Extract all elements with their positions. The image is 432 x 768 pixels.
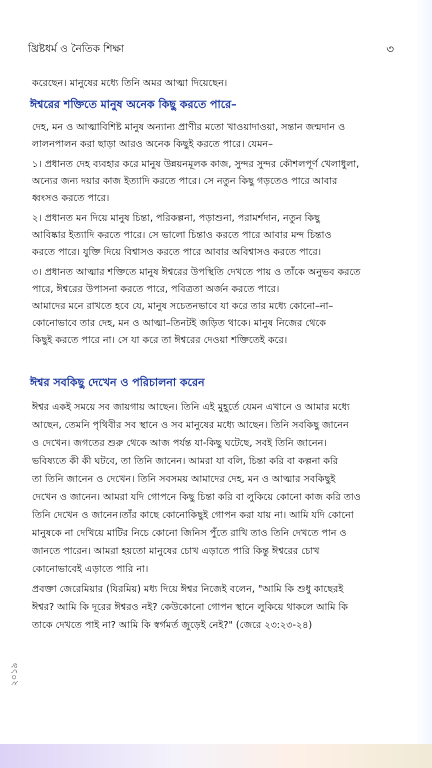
body-line: আমাদের মনে রাখতে হবে যে, মানুষ সচেতনভাবে যা করে তার মধ্যে কোনো–না– [32,301,334,312]
body-line: দেখেন ও জানেন। আমরা যদি গোপনে কিছু চিন্তা করি বা লুকিয়ে কোনো কাজ করি তাও [32,492,361,503]
body-line: তা তিনি জানেন ও দেখেন। তিনি সবসময় আমাদের দেহ, মন ও আত্মার সবকিছুই [32,474,336,485]
list-item: ২। প্রধানত মন দিয়ে মানুষ চিন্তা, পরিকল্পনা, পড়াশুনা, পরামর্শদান, নতুন কিছু [32,213,320,224]
body-line: কিছুই করতে পারে না। সে যা করে তা ঈশ্বরের দেওয়া শক্তিতেই করে। [32,335,288,346]
body-line: দেহ, মন ও আত্মাবিশিষ্ট মানুষ অন্যান্য প্রাণীর মতো খাওয়াদাওয়া, সন্তান জন্মদান ও [32,122,346,133]
list-item: করতে পারে। যুক্তি দিয়ে বিশ্বাসও করতে পারে আবার অবিশ্বাসও করতে পারে। [32,247,322,258]
section-heading: ঈশ্বর সবকিছু দেখেন ও পরিচালনা করেন [30,376,205,389]
margin-year: ২০১৯ [10,662,20,686]
body-line: ঈশ্বর? আমি কি দূরের ঈশ্বরও নই? কেউকোনো গোপন স্থানে লুকিয়ে থাকলে আমি কি [32,602,349,613]
body-line: জানতে পারেন। আমরা হয়তো মানুষের চোখ এড়াতে পারি কিন্তু ঈশ্বরের চোখ [32,546,320,557]
list-item: পারে, ঈশ্বরের উপাসনা করতে পারে, পবিত্রতা অর্জন করতে পারে। [32,284,280,295]
body-line: ঈশ্বর একই সময়ে সব জায়গায় আছেন। তিনি এই মুহূর্তে যেমন এখানে ও আমার মধ্যে [32,402,350,413]
list-item: ৩। প্রধানত আত্মার শক্তিতে মানুষ ঈশ্বরের উপস্থিতি দেখতে পায় ও তাঁকে অনুভব করতে [32,267,361,278]
section-heading: ঈশ্বরের শক্তিতে মানুষ অনেক কিছু করতে পারে– [30,98,237,111]
body-line: প্রবক্তা জেরেমিয়ার (যিরমিয়) মধ্য দিয়ে ঈশ্বর নিজেই বলেন, "আমি কি শুধু কাছেরই [32,584,344,595]
body-line: মানুষকে না দেখিয়ে মাটির নিচে কোনো জিনিস পুঁতে রাখি তাও তিনি দেখতে পান ও [32,528,347,539]
body-line: কোনোভাবেই এড়াতে পারি না। [32,564,149,575]
body-line: লালনপালন করা ছাড়া আরও অনেক কিছুই করতে পারে। যেমন– [32,139,273,150]
body-line: তিনি দেখেন ও জানেন।তাঁর কাছে কোনোকিছুই গোপন করা যায় না। আমি যদি কোনো [32,510,354,521]
body-line: তাকে দেখতে পাই না? আমি কি স্বর্গমর্ত জুড়েই নেই?" (জেরে ২৩:২৩-২৪) [32,620,313,631]
list-item: আবিষ্কার ইত্যাদি করতে পারে। সে ভালো চিন্তাও করতে পারে আবার মন্দ চিন্তাও [32,230,332,241]
body-line: ও দেখেন। জগতের শুরু থেকে আজ পর্যন্ত যা-কিছু ঘটেছে, সবই তিনি জানেন। [32,438,327,449]
list-item: অন্যের জন্য দয়ার কাজ ইত্যাদি করতে পারে। সে নতুন কিছু গড়তেও পারে আবার [32,176,338,187]
body-line: আছেন, তেমনি পৃথিবীর সব স্থানে ও সব মানুষের মধ্যে আছেন। তিনি সবকিছু জানেন [32,420,349,431]
bottom-decorative-strip [0,744,432,768]
page-number: ৩ [386,42,394,56]
list-item: ধ্বংসও করতে পারে। [32,193,110,204]
list-item: ১। প্রধানত দেহ ব্যবহার করে মানুষ উন্নয়নমূলক কাজ, সুন্দর সুন্দর কৌশলপূর্ণ খেলাধুলা, [32,159,360,170]
body-line: ভবিষ্যতে কী কী ঘটবে, তা তিনি জানেন। আমরা যা বলি, চিন্তা করি বা কল্পনা করি [32,456,339,467]
body-line: করেছেন। মানুষের মধ্যে তিনি অমর আত্মা দিয়েছেন। [32,78,228,89]
running-header-title: খ্রিষ্টধর্ম ও নৈতিক শিক্ষা [28,43,125,55]
body-line: কোনোভাবে তার দেহ, মন ও আত্মা–তিনটই জড়িত থাকে। মানুষ নিজের থেকে [32,318,327,329]
